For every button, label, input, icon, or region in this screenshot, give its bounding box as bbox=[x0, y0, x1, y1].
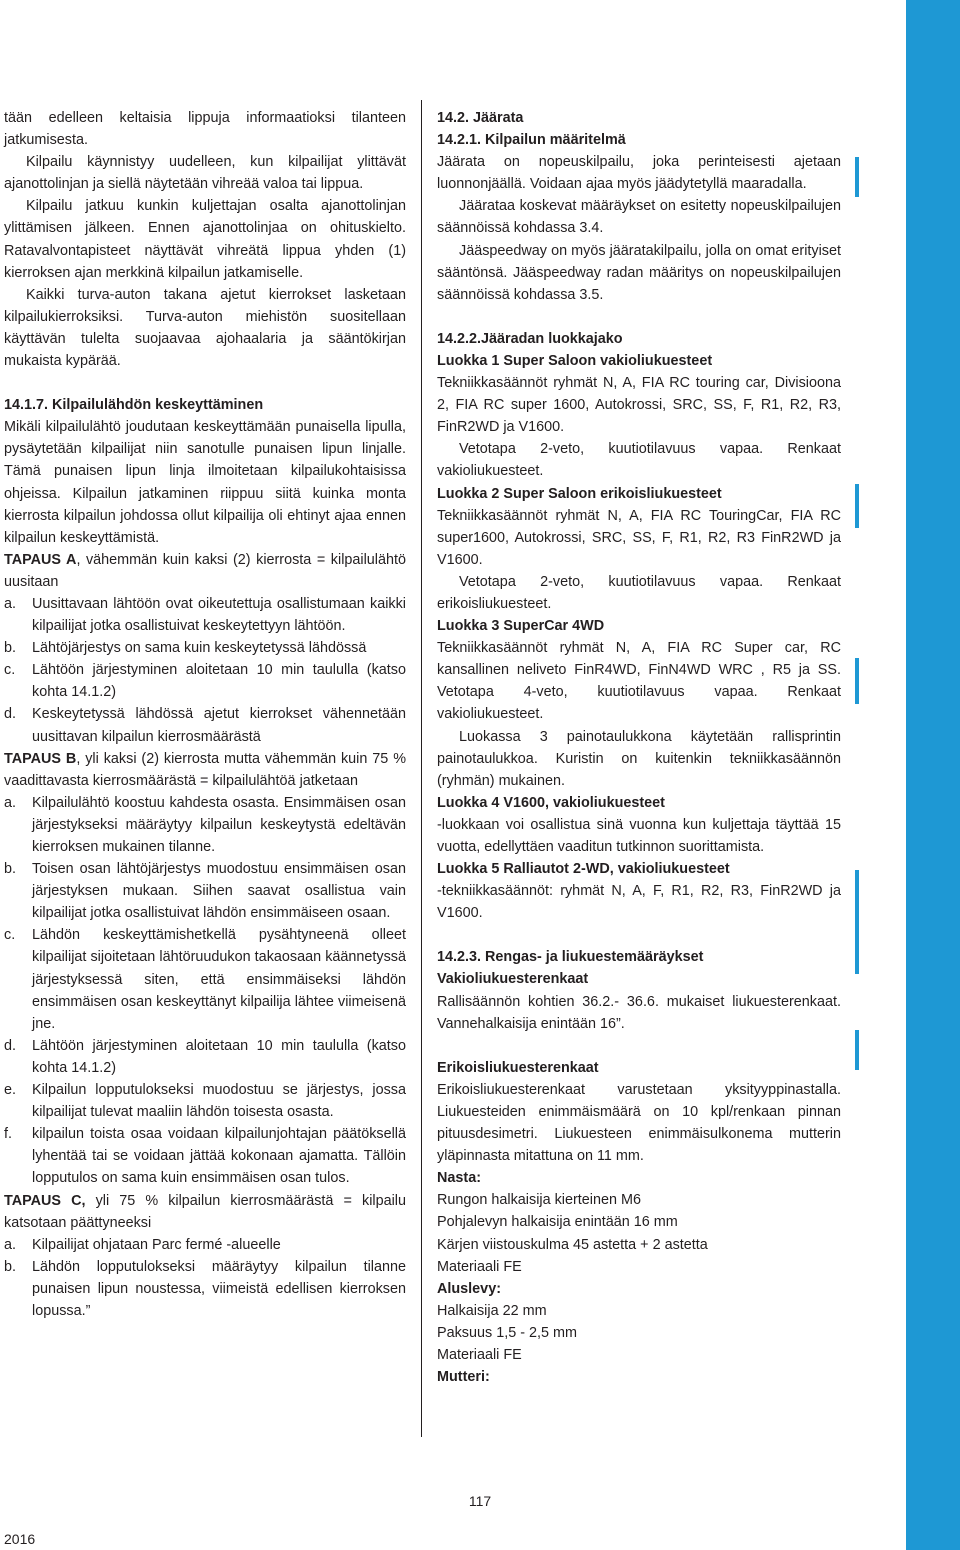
paragraph: Vetotapa 2-veto, kuutiotilavuus vapaa. Renkaat vakioliukuesteet. bbox=[437, 441, 841, 480]
column-divider bbox=[421, 100, 422, 1437]
paragraph: Jääspeedway on myös jääratakilpailu, jolla on omat erityiset sääntönsä. Jääspeedway radan määritys on nopeuskilpailujen säännöissä kohdassa 3.5. bbox=[437, 242, 841, 303]
page-number: 117 bbox=[468, 1493, 492, 1509]
spec-line: Materiaali FE bbox=[437, 1346, 522, 1363]
paragraph: Mikäli kilpailulähtö joudutaan keskeyttämään punaisella lipulla, pysäytetään kilpailijat niin sanotulle punaisen lipun linjalle. Tämä punaisen lipun linja ilmoitetaan kilpailukohtaisissa ohjeissa. Kilpailun jatkaminen riippuu siitä kuinka monta kierrosta kilpailun johdossa ollut kilpailija oli ehtinyt ajaa ennen kilpailun keskeyttämistä. bbox=[4, 419, 406, 546]
left-column bbox=[4, 107, 406, 1322]
list-item: f. kilpailun toista osaa voidaan kilpailunjohtajan päätöksellä lyhentää tai se voidaan jättää kokonaan ajamatta. Tällöin lopputulos on sama kuin ensimmäisen osan tulos. bbox=[4, 1126, 406, 1187]
paragraph: Kilpailu käynnistyy uudelleen, kun kilpailijat ylittävät ajanottolinjan ja siellä näytetään vihreää valoa tai lippua. bbox=[4, 154, 406, 193]
paragraph: Rallisäännön kohtien 36.2.- 36.6. mukaiset liukuesterenkaat. Vannehalkaisija enintään 16”. bbox=[437, 993, 841, 1032]
list-item: b. Lähdön lopputulokseksi määräytyy kilpailun tilanne punaisen lipun noustessa, viimeistä edellisen kierroksen lopussa.” bbox=[4, 1258, 406, 1319]
right-column bbox=[437, 107, 841, 1388]
spec-line: Materiaali FE bbox=[437, 1258, 522, 1275]
class-heading: Luokka 5 Ralliautot 2-WD, vakioliukuesteet bbox=[437, 861, 730, 878]
footer-year: 2016 bbox=[4, 1531, 36, 1547]
paragraph: -luokkaan voi osallistua sinä vuonna kun kuljettaja täyttää 15 vuotta, edellyttäen vaaditun tutkinnon suorittamista. bbox=[437, 816, 841, 855]
class-heading: Luokka 2 Super Saloon erikoisliukuesteet bbox=[437, 485, 722, 502]
spec-line: Rungon halkaisija kierteinen M6 bbox=[437, 1192, 641, 1209]
paragraph: Jäärata on nopeuskilpailu, joka perinteisesti ajetaan luonnonjäällä. Voidaan ajaa myös jäädytetyllä maaradalla. bbox=[437, 154, 841, 193]
paragraph: Kaikki turva-auton takana ajetut kierrokset lasketaan kilpailukierroksiksi. Turva-auton miehistön suositellaan käyttävän tulelta suojaavaa ajohaalaria ja sääntökirjan mukaista kypärää. bbox=[4, 286, 406, 370]
change-bar bbox=[855, 157, 859, 197]
list-item: c. Lähtöön järjestyminen aloitetaan 10 min taululla (katso kohta 14.1.2) bbox=[4, 662, 406, 701]
list-item: b. Lähtöjärjestys on sama kuin keskeytetyssä lähdössä bbox=[4, 640, 367, 657]
subsection-heading: 14.2.2.Jääradan luokkajako bbox=[437, 330, 623, 347]
list-item: a. Kilpailulähtö koostuu kahdesta osasta. Ensimmäisen osan järjestykseksi määräytyy kilpailun keskeytystä edeltävän kierroksen mukainen tilanne. bbox=[4, 794, 406, 855]
case-b-label: TAPAUS B bbox=[4, 750, 77, 767]
paragraph: Erikoisliukuesterenkaat varustetaan yksityyppinastalla. Liukuesteiden enimmäismäärä on 10 kpl/renkaan pinnan pituusdesimetri. Liukuesteen enimmäisulkonema mutterin yläpinnasta mitattuna on 11 mm. bbox=[437, 1081, 841, 1165]
paragraph: tään edelleen keltaisia lippuja informaatioksi tilanteen jatkumisesta. bbox=[4, 110, 406, 149]
section-heading: 14.1.7. Kilpailulähdön keskeyttäminen bbox=[4, 397, 264, 414]
list-item: d. Lähtöön järjestyminen aloitetaan 10 min taululla (katso kohta 14.1.2) bbox=[4, 1037, 406, 1076]
tyre-heading: Vakioliukuesterenkaat bbox=[437, 971, 589, 988]
paragraph: -tekniikkasäännöt: ryhmät N, A, F, R1, R2, R3, FinR2WD ja V1600. bbox=[437, 883, 841, 922]
case-a-heading bbox=[4, 549, 406, 593]
subsection-heading: 14.2.1. Kilpailun määritelmä bbox=[437, 132, 626, 149]
change-bar bbox=[855, 484, 859, 528]
list-item: c. Lähdön keskeyttämishetkellä pysähtyneenä olleet kilpailijat sijoitetaan lähtöruudukon takaosaan käännetyssä järjestyksessä siten, että ensimmäiseksi lähdön ensimmäisen osan keskeyttänyt kilpailija lähtee viimeisenä jne. bbox=[4, 927, 406, 1032]
tyre-heading: Erikoisliukuesterenkaat bbox=[437, 1059, 599, 1076]
spec-heading: Nasta: bbox=[437, 1170, 481, 1187]
case-a-label: TAPAUS A bbox=[4, 551, 77, 568]
case-c-heading bbox=[4, 1190, 406, 1234]
list-item: a. Kilpailijat ohjataan Parc fermé -alueelle bbox=[4, 1236, 281, 1253]
paragraph: Luokassa 3 painotaulukkona käytetään rallisprintin painotaulukkoa. Kuristin on kuitenkin tekniikkasäännön (ryhmän) mukainen. bbox=[437, 728, 841, 789]
list-item: a. Uusittavaan lähtöön ovat oikeutettuja osallistumaan kaikki kilpailijat jotka osallistuivat keskeytettyyn lähtöön. bbox=[4, 595, 406, 635]
class-heading: Luokka 3 SuperCar 4WD bbox=[437, 618, 605, 635]
spec-line: Pohjalevyn halkaisija enintään 16 mm bbox=[437, 1214, 678, 1231]
list-item: b. Toisen osan lähtöjärjestys muodostuu ensimmäisen osan järjestyksen mukaan. Siihen saavat osallistua vain kilpailijat jotka osallistuivat lähdön ensimmäiseen osaan. bbox=[4, 861, 406, 922]
spec-heading: Mutteri: bbox=[437, 1369, 490, 1386]
paragraph: Tekniikkasäännöt ryhmät N, A, FIA RC Super car, RC kansallinen neliveto FinR4WD, FinN4WD WRC , R5 ja SS. Vetotapa 4-veto, kuutiotilavuus vapaa. Renkaat vakioliukuesteet. bbox=[437, 640, 841, 723]
paragraph: Kilpailu jatkuu kunkin kuljettajan osalta ajanottolinjan ylittämisen jälkeen. Ennen ajanottolinjaa on ohituskielto. Ratavalvontapisteet näyttävät vihreätä lippua yhden (1) kierroksen ajan merkkinä kilpailun jatkamiselle. bbox=[4, 198, 406, 281]
paragraph: Vetotapa 2-veto, kuutiotilavuus vapaa. Renkaat erikoisliukuesteet. bbox=[437, 573, 841, 612]
case-b-text: , yli kaksi (2) kierrosta mutta vähemmän kuin 75 % vaadittavasta kierrosmäärästä = kilpailulähtöä jatketaan bbox=[4, 750, 406, 789]
spec-heading: Aluslevy: bbox=[437, 1280, 501, 1297]
spec-line: Kärjen viistouskulma 45 astetta + 2 astetta bbox=[437, 1236, 708, 1253]
section-heading: 14.2. Jäärata bbox=[437, 110, 524, 126]
paragraph: Tekniikkasäännöt ryhmät N, A, FIA RC TouringCar, FIA RC super1600, Autokrossi, SRC, SS, F, R1, R2, R3 FinR2WD ja V1600. bbox=[437, 507, 841, 568]
case-c-text: yli 75 % kilpailun kierrosmäärästä = kilpailu katsotaan päättyneeksi bbox=[4, 1192, 406, 1231]
paragraph: Tekniikkasäännöt ryhmät N, A, FIA RC touring car, Divisioona 2, FIA RC super 1600, Autokrossi, SRC, SS, F, R1, R2, R3, FinR2WD ja V1600. bbox=[437, 375, 841, 436]
paragraph: Jäärataa koskevat määräykset on esitetty nopeuskilpailujen säännöissä kohdassa 3.4. bbox=[437, 198, 841, 237]
list-item: e. Kilpailun lopputulokseksi muodostuu se järjestys, jossa kilpailijat tulevat maaliin lähdön toisesta osasta. bbox=[4, 1082, 406, 1121]
subsection-heading: 14.2.3. Rengas- ja liukuestemääräykset bbox=[437, 949, 704, 966]
case-a-text: , vähemmän kuin kaksi (2) kierrosta = kilpailulähtö uusitaan bbox=[4, 551, 406, 590]
change-bar bbox=[855, 1030, 859, 1070]
case-c-label: TAPAUS C, bbox=[4, 1192, 86, 1209]
list-item: d. Keskeytetyssä lähdössä ajetut kierrokset vähennetään uusittavan kilpailun kierrosmäärästä bbox=[4, 706, 406, 745]
case-b-heading bbox=[4, 748, 406, 792]
spec-line: Paksuus 1,5 - 2,5 mm bbox=[437, 1324, 577, 1341]
spec-line: Halkaisija 22 mm bbox=[437, 1302, 547, 1319]
class-heading: Luokka 4 V1600, vakioliukuesteet bbox=[437, 794, 665, 811]
change-bar bbox=[855, 870, 859, 974]
class-heading: Luokka 1 Super Saloon vakioliukuesteet bbox=[437, 352, 713, 369]
page-edge-color-bar bbox=[906, 0, 960, 1550]
change-bar bbox=[855, 658, 859, 704]
